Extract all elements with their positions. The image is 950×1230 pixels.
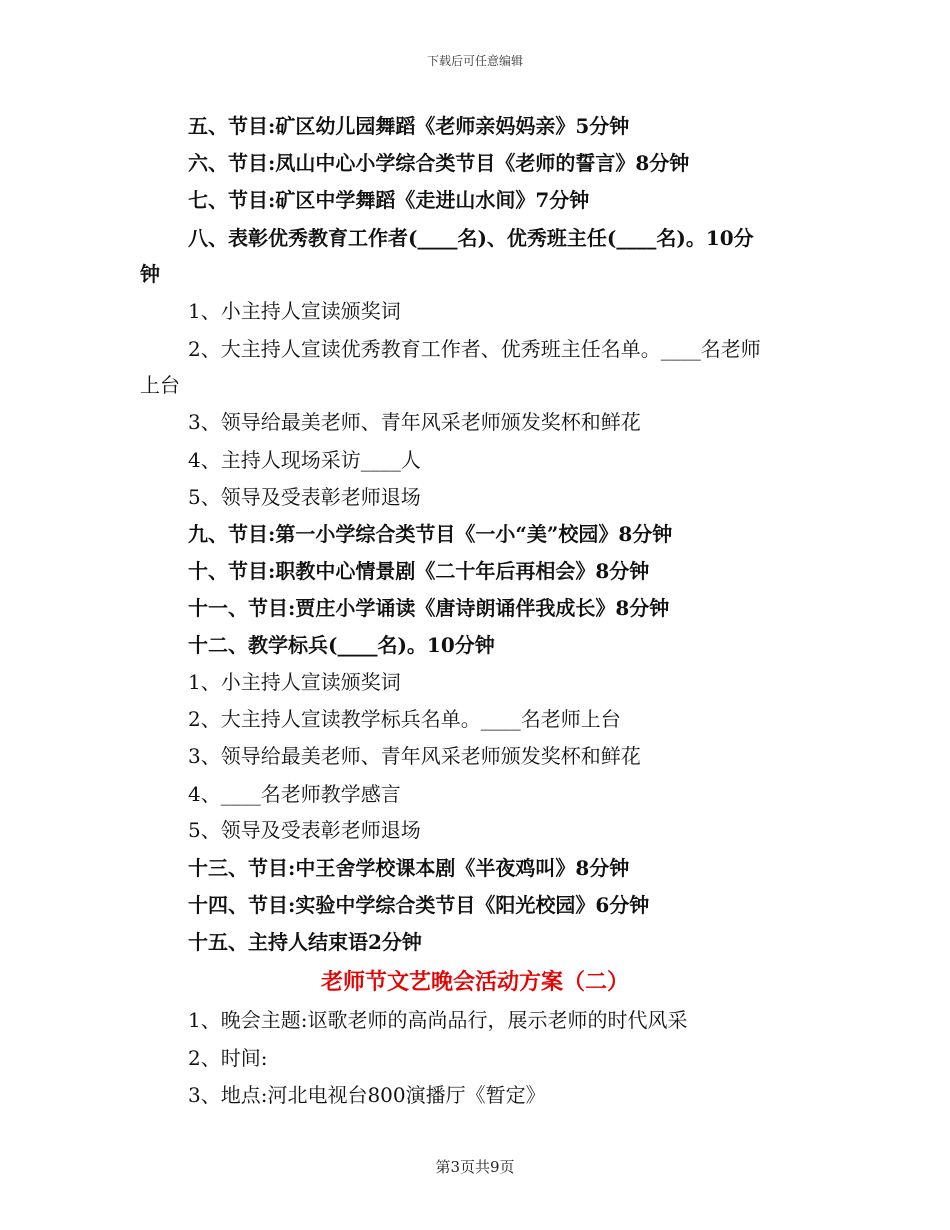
program-item-10: 十、节目:职教中心情景剧《二十年后再相会》8分钟 <box>188 559 650 583</box>
program-item-9: 九、节目:第一小学综合类节目《一小“美”校园》8分钟 <box>188 522 673 546</box>
program-item-13: 十三、节目:中王舍学校课本剧《半夜鸡叫》8分钟 <box>188 856 630 880</box>
sub-item-2: 2、大主持人宣读优秀教育工作者、优秀班主任名单。____名老师 <box>188 337 761 361</box>
sub-item-4: 4、____名老师教学感言 <box>188 782 401 806</box>
program-item-8-continued: 钟 <box>140 262 160 286</box>
sub-item-5: 5、领导及受表彰老师退场 <box>188 818 421 842</box>
sub-item-4: 4、主持人现场采访____人 <box>188 448 421 472</box>
plan-item-location: 3、地点:河北电视台800演播厅《暂定》 <box>188 1083 546 1107</box>
program-item-7: 七、节目:矿区中学舞蹈《走进山水间》7分钟 <box>188 188 590 212</box>
program-item-8: 八、表彰优秀教育工作者(____名)、优秀班主任(____名)。10分 <box>188 226 754 250</box>
sub-item-2: 2、大主持人宣读教学标兵名单。____名老师上台 <box>188 707 621 731</box>
sub-item-3: 3、领导给最美老师、青年风采老师颁发奖杯和鲜花 <box>188 410 641 434</box>
program-item-15: 十五、主持人结束语2分钟 <box>188 930 422 954</box>
program-item-12: 十二、教学标兵(____名)。10分钟 <box>188 633 495 657</box>
sub-item-5: 5、领导及受表彰老师退场 <box>188 485 421 509</box>
program-item-11: 十一、节目:贾庄小学诵读《唐诗朗诵伴我成长》8分钟 <box>188 596 670 620</box>
section-title: 老师节文艺晚会活动方案（二） <box>320 969 629 995</box>
program-item-6: 六、节目:凤山中心小学综合类节目《老师的誓言》8分钟 <box>188 151 690 175</box>
sub-item-1: 1、小主持人宣读颁奖词 <box>188 299 401 323</box>
sub-item-2-continued: 上台 <box>140 373 180 397</box>
program-item-14: 十四、节目:实验中学综合类节目《阳光校园》6分钟 <box>188 893 650 917</box>
plan-item-time: 2、时间: <box>188 1046 268 1070</box>
sub-item-3: 3、领导给最美老师、青年风采老师颁发奖杯和鲜花 <box>188 744 641 768</box>
page-footer: 第3页共9页 <box>435 1158 515 1176</box>
sub-item-1: 1、小主持人宣读颁奖词 <box>188 670 401 694</box>
program-item-5: 五、节目:矿区幼儿园舞蹈《老师亲妈妈亲》5分钟 <box>188 114 630 138</box>
plan-item-theme: 1、晚会主题:讴歌老师的高尚品行，展示老师的时代风采 <box>188 1008 688 1032</box>
page-header: 下载后可任意编辑 <box>426 54 523 68</box>
